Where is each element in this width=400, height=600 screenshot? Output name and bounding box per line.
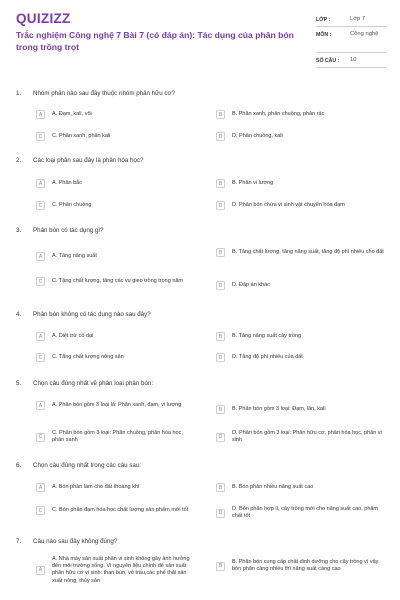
option-text: B. Tăng năng suất cây trồng <box>232 332 301 339</box>
question-number: 5. <box>16 380 22 387</box>
option-d[interactable] <box>216 353 386 362</box>
option-badge: C <box>36 277 45 286</box>
meta-class-value: Lớp 7 <box>350 16 366 22</box>
option-text: A. Tăng năng suất <box>52 252 97 259</box>
question-text: Nhóm phân nào sau đây thuộc nhóm phân hữu cơ? <box>33 90 176 97</box>
option-badge: B <box>216 483 225 492</box>
option-text: A. Phân bắc <box>52 179 82 186</box>
question-number: 7. <box>16 538 22 545</box>
quiz-meta <box>316 12 386 68</box>
option-badge: B <box>216 562 225 571</box>
option-badge: D <box>216 509 225 518</box>
question-number: 6. <box>16 462 22 469</box>
question-text: Chọn câu đúng nhất trong các câu sau: <box>33 462 142 469</box>
option-b[interactable] <box>216 483 386 492</box>
option-badge: D <box>216 201 225 210</box>
option-text: A. Đạm, kali, vôi <box>52 110 92 117</box>
option-d[interactable] <box>216 430 386 444</box>
option-text: C. Phân chuồng <box>52 201 92 208</box>
option-d[interactable] <box>216 281 386 290</box>
option-a[interactable] <box>36 483 196 492</box>
option-badge: C <box>36 433 45 442</box>
option-text: C. Tặng chất lượng, tăng các vụ gieo trồng trong năm <box>52 277 184 284</box>
option-text: B. Phân bón cung cấp chất dinh dưỡng cho cây trồng vì vậy bón phân càng nhiều thì năng suất càng cao <box>232 559 379 573</box>
option-badge: A <box>36 110 45 119</box>
option-badge: C <box>36 201 45 210</box>
option-b[interactable] <box>216 332 386 341</box>
option-text: D. Tăng độ phì nhiêu của đất <box>232 353 303 360</box>
option-text: A. Phân bón gồm 3 loại là: Phân xanh, đạm, vi lượng <box>52 401 182 408</box>
option-text: A. Nhà máy sản xuất phân vi sinh không gây ảnh hưởng đến môi trường sống. Vì nguyên liệu chính để sản xuất phân hữu cơ vi sinh: than bùn, vỏ trấu,các phế thải sản xuất nông, thủy sản <box>52 556 190 584</box>
option-text: C. Phân xanh, phân kali <box>52 132 111 139</box>
question-number: 4. <box>16 311 22 318</box>
option-badge: D <box>216 433 225 442</box>
option-badge: C <box>36 506 45 515</box>
question-text: Chọn câu đúng nhất về phân loại phân bón: <box>33 380 154 387</box>
option-badge: A <box>36 332 45 341</box>
option-c[interactable] <box>36 430 196 444</box>
option-text: D. Đáp án khác <box>232 281 270 288</box>
option-d[interactable] <box>216 132 386 141</box>
option-a[interactable] <box>36 556 196 585</box>
question-number: 1. <box>16 90 22 97</box>
quiz-title: Trắc nghiệm Công nghệ 7 Bài 7 (có đáp án): Tác dụng của phân bón trong trồng trọt <box>16 30 294 52</box>
option-badge: D <box>216 132 225 141</box>
option-a[interactable] <box>36 252 196 261</box>
option-c[interactable] <box>36 506 196 515</box>
option-c[interactable] <box>36 277 196 286</box>
question-text: Các loại phân sau đây là phân hóa học? <box>33 157 144 164</box>
option-badge: D <box>216 281 225 290</box>
option-a[interactable] <box>36 332 196 341</box>
option-d[interactable] <box>216 201 386 210</box>
question-text: Phân bón không có tác dụng nào sau đây? <box>33 311 151 318</box>
option-text: D. Phân bón chứa vi sinh vật chuyển hóa đạm <box>232 201 345 208</box>
meta-count-value: 10 <box>350 57 357 63</box>
question-number: 3. <box>16 227 22 234</box>
option-text: B. Phân vi lượng <box>232 179 274 186</box>
option-text: B. Phân bón gồm 3 loại: Đạm, lân, kali <box>232 405 326 412</box>
option-a[interactable] <box>36 110 196 119</box>
meta-subject-label: MÔN : <box>316 32 332 38</box>
meta-class-label: LỚP : <box>316 17 331 23</box>
question-number: 2. <box>16 157 22 164</box>
option-badge: B <box>216 110 225 119</box>
option-badge: D <box>216 353 225 362</box>
option-badge: B <box>216 248 225 257</box>
option-text: D. Bón phân hợp lí, cây trồng mới cho năng suất cao, phẩm chất tốt <box>232 506 379 520</box>
option-d[interactable] <box>216 506 386 520</box>
option-b[interactable] <box>216 110 386 119</box>
option-text: A. Bón phân làm cho đất thoáng khí <box>52 483 140 490</box>
option-c[interactable] <box>36 132 196 141</box>
option-text: D. Phân bón gồm 3 loại: Phân hữu cơ, phân hóa học, phân vi sinh <box>232 430 382 444</box>
meta-count <box>316 53 386 68</box>
option-a[interactable] <box>36 401 196 410</box>
option-badge: A <box>36 252 45 261</box>
quizizz-logo: QUIZIZZ <box>16 11 71 26</box>
option-b[interactable] <box>216 405 386 414</box>
option-text: A. Diệt trừ cỏ dại <box>52 332 94 339</box>
option-b[interactable] <box>216 248 386 257</box>
option-text: B. Phân xanh, phân chuồng, phân rác <box>232 110 325 117</box>
option-text: C. Phân bón gồm 3 loại: Phân chuồng, phân hóa học, phân xanh <box>52 430 183 444</box>
option-badge: C <box>36 132 45 141</box>
option-a[interactable] <box>36 179 196 188</box>
option-text: C. Tăng chất lượng nông sản <box>52 353 124 360</box>
option-badge: C <box>36 353 45 362</box>
option-b[interactable] <box>216 179 386 188</box>
option-badge: A <box>36 566 45 575</box>
quiz-header <box>0 0 400 76</box>
option-badge: A <box>36 483 45 492</box>
meta-subject-value: Công nghệ <box>350 31 379 37</box>
meta-subject <box>316 27 386 53</box>
option-badge: B <box>216 332 225 341</box>
meta-class <box>316 12 386 27</box>
option-text: B. Bón phân nhiều năng suất cao <box>232 483 314 490</box>
option-badge: B <box>216 405 225 414</box>
question-text: Câu nào sau đây không đúng? <box>33 538 118 545</box>
option-text: C. Bón phân đạm hóa học chất lượng sản phẩm mới tốt <box>52 506 189 513</box>
meta-count-label: SỐ CÂU : <box>316 58 340 64</box>
option-text: D. Phân chuồng, kali <box>232 132 283 139</box>
option-b[interactable] <box>216 559 386 573</box>
option-badge: B <box>216 179 225 188</box>
option-c[interactable] <box>36 201 196 210</box>
question-text: Phân bón có tác dụng gì? <box>33 227 104 234</box>
option-text: B. Tăng chất lượng, tăng năng suất, tăng độ phì nhiêu cho đất <box>232 248 384 255</box>
option-badge: A <box>36 401 45 410</box>
option-badge: A <box>36 179 45 188</box>
option-c[interactable] <box>36 353 196 362</box>
